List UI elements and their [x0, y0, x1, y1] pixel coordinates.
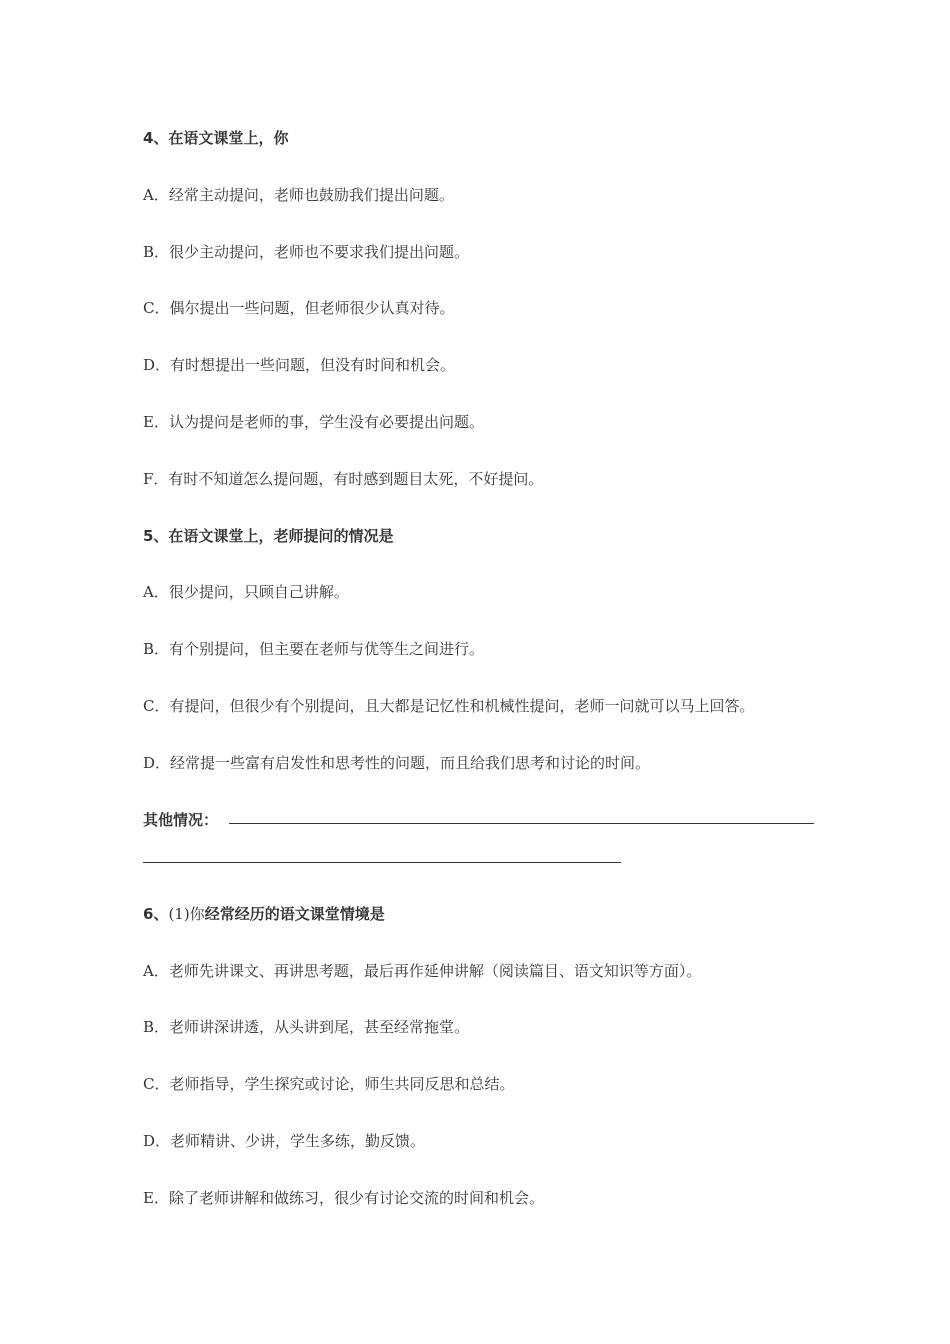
- q5-option-a: A．很少提问，只顾自己讲解。: [143, 583, 349, 601]
- question-5-title: 5、在语文课堂上，老师提问的情况是: [143, 527, 394, 545]
- q6-option-c: C．老师指导，学生探究或讨论，师生共同反思和总结。: [143, 1075, 515, 1093]
- q6-option-b: B．老师讲深讲透，从头讲到尾，甚至经常拖堂。: [143, 1018, 470, 1036]
- other-situation-blank-line-2[interactable]: [143, 862, 621, 863]
- q5-option-c: C．有提问，但很少有个别提问，且大都是记忆性和机械性提问，老师一问就可以马上回答。: [143, 697, 755, 715]
- other-situation-label: 其他情况：: [143, 811, 219, 829]
- q5-option-d: D．经常提一些富有启发性和思考性的问题，而且给我们思考和讨论的时间。: [143, 754, 651, 772]
- question-6-number: 6、: [143, 905, 169, 923]
- q6-option-e: E．除了老师讲解和做练习，很少有讨论交流的时间和机会。: [143, 1189, 544, 1207]
- q5-option-b: B．有个别提问，但主要在老师与优等生之间进行。: [143, 640, 485, 658]
- q6-option-a: A．老师先讲课文、再讲思考题，最后再作延伸讲解（阅读篇目、语文知识等方面）。: [143, 962, 702, 980]
- q4-option-e: E．认为提问是老师的事，学生没有必要提出问题。: [143, 413, 484, 431]
- q4-option-b: B．很少主动提问，老师也不要求我们提出问题。: [143, 243, 470, 261]
- q4-option-a: A．经常主动提问，老师也鼓励我们提出问题。: [143, 186, 454, 204]
- question-6-title-text: 经常经历的语文课堂情境是: [204, 905, 385, 923]
- question-6-title: [143, 904, 385, 924]
- q4-option-f: F．有时不知道怎么提问题，有时感到题目太死，不好提问。: [143, 470, 544, 488]
- question-4-title: 4、在语文课堂上，你: [143, 129, 289, 147]
- question-6-sub-number: (1)你: [168, 905, 205, 923]
- q4-option-d: D．有时想提出一些问题，但没有时间和机会。: [143, 356, 456, 374]
- q4-option-c: C．偶尔提出一些问题，但老师很少认真对待。: [143, 299, 455, 317]
- other-situation-blank-line-1[interactable]: [229, 823, 814, 824]
- q6-option-d: D．老师精讲、少讲，学生多练，勤反馈。: [143, 1132, 426, 1150]
